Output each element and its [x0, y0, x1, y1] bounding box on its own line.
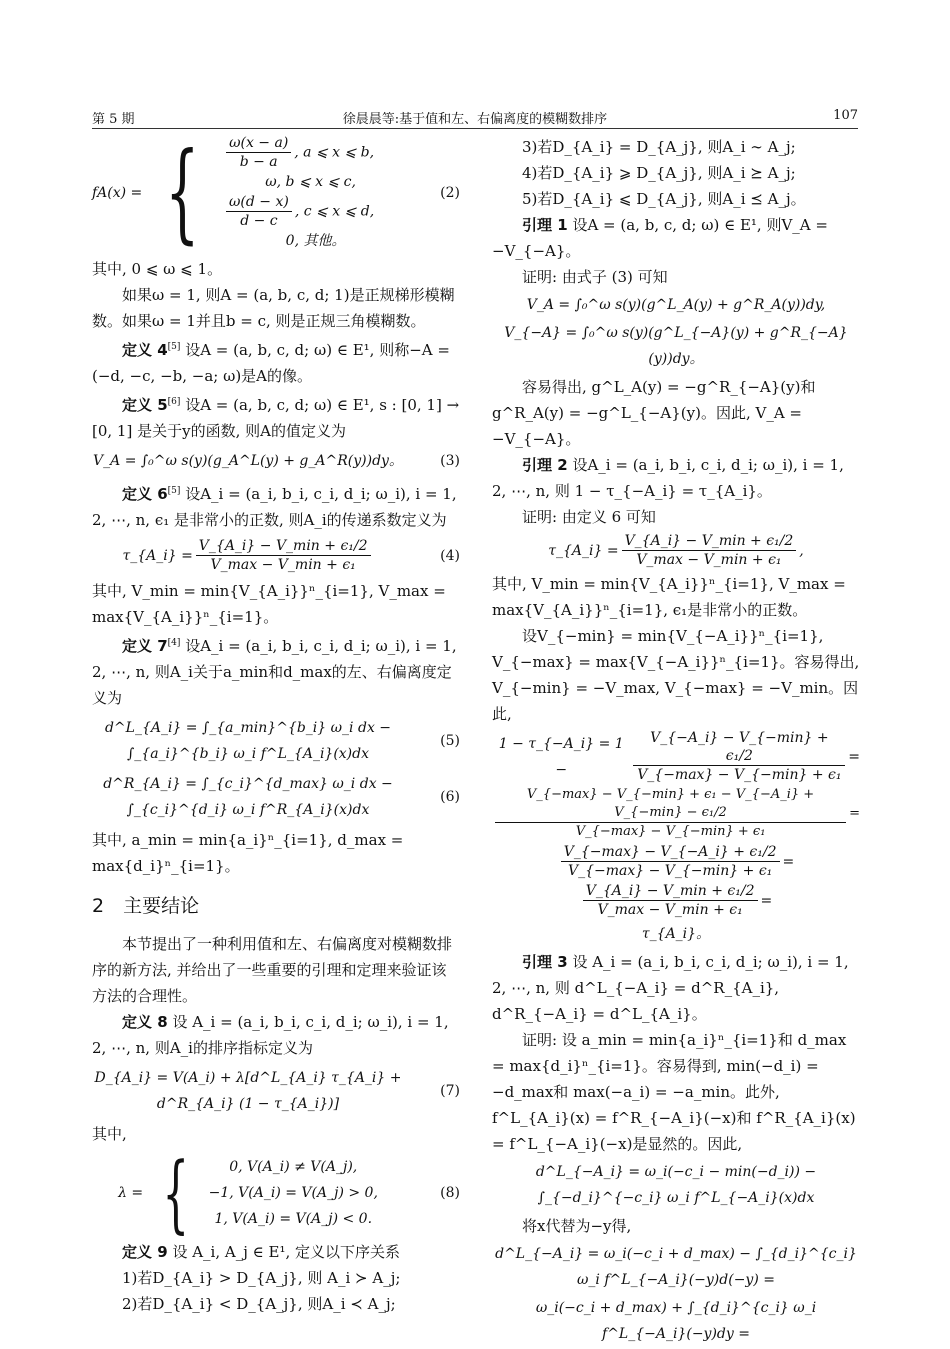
proof-1-eq-2: V_{−A} = ∫₀^ω s(y)(g^L_{−A}(y) + g^R_{−A}(y))dy。: [504, 325, 848, 367]
equation-5: d^L_{A_i} = ∫_{a_min}^{b_i} ω_i dx − ∫_{a_i}^{b_i} ω_i f^L_{A_i}(x)dx (5): [104, 720, 460, 762]
eq2-cases: $\frac{\omega(x - a)}{b - a}$ , a ⩽ x ⩽ b, ω, b ⩽ x ⩽ c, $\frac{\omega(d - x)}{d - c}$ , c ⩽ x ⩽ d, 0, 其他。: [223, 134, 374, 252]
definition-4: 定义 4[5] 设A = (a, b, c, d; ω) ∈ E¹, 则称−A = (−d, −c, −b, −a; ω)是A的像。: [92, 341, 450, 385]
proof-3-text: 证明: 设 a_min = min{a_i}ⁿ_{i=1}和 d_max = max{d_i}ⁿ_{i=1}。容易得到, min(−d_i) = −d_max和 max(−a_i) = −a_min。此外, f^L_{A_i}(x) = f^R_{−A_i}(−x)和 f^R_{A_i}(x) = f^L_{−A_i}(−x)是显然的。因此,: [492, 1031, 856, 1153]
lemma-2: 引理 2 设A_i = (a_i, b_i, c_i, d_i; ω_i), i = 1, 2, ⋯, n, 则 1 − τ_{−A_i} = τ_{A_i}。: [492, 456, 844, 500]
chain-step-3: $\frac{\text{V\_\{−max\} − V\_\{−A\_i\} + ϵ₁/2}}{\text{V\_\{−max\} − V\_\{−min\} + ϵ₁}}$ =: [492, 843, 860, 880]
proof-3-eq-1: d^L_{−A_i} = ω_i(−c_i − min(−d_i)) − ∫_{−d_i}^{−c_i} ω_i f^L_{−A_i}(x)dx: [535, 1164, 817, 1206]
eq2-lhs: fA(x) =: [92, 185, 143, 201]
lemma-1: 引理 1 设A = (a, b, c, d; ω) ∈ E¹, 则V_A = −V_{−A}。: [492, 216, 828, 260]
order-relation-4: 4)若D_{A_i} ⩾ D_{A_j}, 则A_i ⪰ A_j;: [522, 164, 796, 182]
where-omega: 其中, 0 ⩽ ω ⩽ 1。: [92, 260, 223, 278]
equation-4: τ_{A_i} = $\frac{\text{V\_\{A\_i\} − V\_min + ϵ₁/2}}{\text{V\_max − V\_min + ϵ₁}}$ (4): [122, 538, 460, 573]
equation-8: λ = { 0, V(A_i) ≠ V(A_j), −1, V(A_i) = V(A_j) > 0, 1, V(A_i) = V(A_j) < 0. (8): [118, 1144, 460, 1242]
section-2-heading: 2 主要结论: [92, 895, 200, 917]
running-title: 徐晨晨等:基于值和左、右偏离度的模糊数排序: [342, 112, 608, 127]
page-number: 107: [833, 108, 858, 123]
equation-7: D_{A_i} = V(A_i) + λ[d^L_{A_i} τ_{A_i} + d^R_{A_i} (1 − τ_{A_i})] (7): [94, 1070, 460, 1112]
right-column: [492, 134, 860, 1349]
proof-1-intro: 证明: 由式子 (3) 可知: [522, 268, 668, 286]
proof-3-substitution: 将x代替为−y得,: [522, 1217, 632, 1235]
where-vmin-vmax: 其中, V_min = min{V_{A_i}}ⁿ_{i=1}, V_max = max{V_{A_i}}ⁿ_{i=1}。: [92, 582, 446, 626]
chain-result: τ_{A_i}。: [641, 926, 711, 942]
definition-7: 定义 7[4] 设A_i = (a_i, b_i, c_i, d_i; ω_i), i = 1, 2, ⋯, n, 则A_i关于a_min和d_max的左、右偏离度定义为: [92, 637, 457, 707]
definition-8: 定义 8 设 A_i = (a_i, b_i, c_i, d_i; ω_i), i = 1, 2, ⋯, n, 则A_i的排序指标定义为: [92, 1013, 449, 1057]
equation-2: fA(x) = { $\frac{\omega(x - a)}{b - a}$ , a ⩽ x ⩽ b, ω, b ⩽ x ⩽ c, $\frac{\omega(d - x)}{d - c}$ , c ⩽ x ⩽ d, 0, 其他。 (2): [92, 130, 460, 255]
proof-3-eq-2: d^L_{−A_i} = ω_i(−c_i + d_max) − ∫_{d_i}^{c_i} ω_i f^L_{−A_i}(−y)d(−y) =: [495, 1246, 857, 1288]
where-amin-dmax: 其中, a_min = min{a_i}ⁿ_{i=1}, d_max = max{d_i}ⁿ_{i=1}。: [92, 831, 404, 875]
definition-5: 定义 5[6] 设A = (a, b, c, d; ω) ∈ E¹, s : [0, 1] → [0, 1] 是关于y的函数, 则A的值定义为: [92, 396, 460, 440]
order-relation-1: 1)若D_{A_i} > D_{A_j}, 则 A_i ≻ A_j;: [122, 1269, 401, 1287]
issue-number: 第 5 期: [92, 112, 135, 127]
eq2-number: (2): [440, 185, 460, 201]
proof-1-text: 容易得出, g^L_A(y) = −g^R_{−A}(y)和g^R_A(y) = −g^L_{−A}(y)。因此, V_A = −V_{−A}。: [492, 378, 816, 448]
proof-2-intro: 证明: 由定义 6 可知: [522, 508, 656, 526]
chain-step-1: 1 − τ_{−A_i} = 1 − $\frac{\text{V\_\{−A\_i\} − V\_\{−min\} + ϵ₁/2}}{\text{V\_\{−max\} − V\_\{−min\} + ϵ₁}}$ =: [498, 730, 860, 783]
equation-6: d^R_{A_i} = ∫_{c_i}^{d_max} ω_i dx − ∫_{c_i}^{d_i} ω_i f^R_{A_i}(x)dx (6): [103, 776, 460, 818]
proof-2-eq: τ_{A_i} = $\frac{\text{V\_\{A\_i\} − V\_min + ϵ₁/2}}{\text{V\_max − V\_min + ϵ₁}}$ ,: [548, 533, 804, 568]
proof-1-eq-1: V_A = ∫₀^ω s(y)(g^L_A(y) + g^R_A(y))dy,: [526, 297, 826, 313]
proof-2-where: 其中, V_min = min{V_{A_i}}ⁿ_{i=1}, V_max = max{V_{A_i}}ⁿ_{i=1}, ϵ₁是非常小的正数。: [492, 575, 846, 619]
definition-9: 定义 9 设 A_i, A_j ∈ E¹, 定义以下序关系: [122, 1243, 401, 1261]
where-lambda: 其中,: [92, 1125, 127, 1143]
lemma-3: 引理 3 设 A_i = (a_i, b_i, c_i, d_i; ω_i), i = 1, 2, ⋯, n, 则 d^L_{−A_i} = d^R_{A_i}, d^R_{−A_i} = d^L_{A_i}。: [492, 953, 849, 1023]
order-relation-2: 2)若D_{A_i} < D_{A_j}, 则A_i ≺ A_j;: [122, 1295, 396, 1313]
definition-6: 定义 6[5] 设A_i = (a_i, b_i, c_i, d_i; ω_i), i = 1, 2, ⋯, n, ϵ₁ 是非常小的正数, 则A_i的传递系数定义为: [92, 485, 457, 529]
running-header: [92, 106, 858, 129]
equation-3: V_A = ∫₀^ω s(y)(g_A^L(y) + g_A^R(y))dy。 (3): [93, 453, 460, 469]
order-relation-3: 3)若D_{A_i} = D_{A_j}, 则A_i ∼ A_j;: [522, 138, 796, 156]
left-column: [92, 130, 460, 1317]
section-2-intro: 本节提出了一种利用值和左、右偏离度对模糊数排序的新方法, 并给出了一些重要的引理和定理来验证该方法的合理性。: [92, 935, 453, 1005]
order-relation-5: 5)若D_{A_i} ⩽ D_{A_j}, 则A_i ⪯ A_j。: [522, 190, 806, 208]
chain-step-2: $\frac{\text{V\_\{−max\} − V\_\{−min\} + ϵ₁ − V\_\{−A\_i\} + V\_\{−min\} − ϵ₁/2}}{\text{V\_\{−max\} − V\_\{−min\} + ϵ₁}}$ =: [492, 786, 860, 841]
proof-3-eq-3: ω_i(−c_i + d_max) + ∫_{d_i}^{c_i} ω_i f^L_{−A_i}(−y)dy =: [535, 1300, 817, 1342]
normal-fuzzy-text: 如果ω = 1, 则A = (a, b, c, d; 1)是正规梯形模糊数。如果ω = 1并且b = c, 则是正规三角模糊数。: [92, 286, 455, 330]
proof-2-set: 设V_{−min} = min{V_{−A_i}}ⁿ_{i=1}, V_{−max} = max{V_{−A_i}}ⁿ_{i=1}。容易得出, V_{−min} = −V_max, V_{−max} = −V_min。因此,: [492, 627, 860, 723]
chain-step-4: $\frac{\text{V\_\{A\_i\} − V\_min + ϵ₁/2}}{\text{V\_max − V\_min + ϵ₁}}$ =: [492, 882, 860, 919]
